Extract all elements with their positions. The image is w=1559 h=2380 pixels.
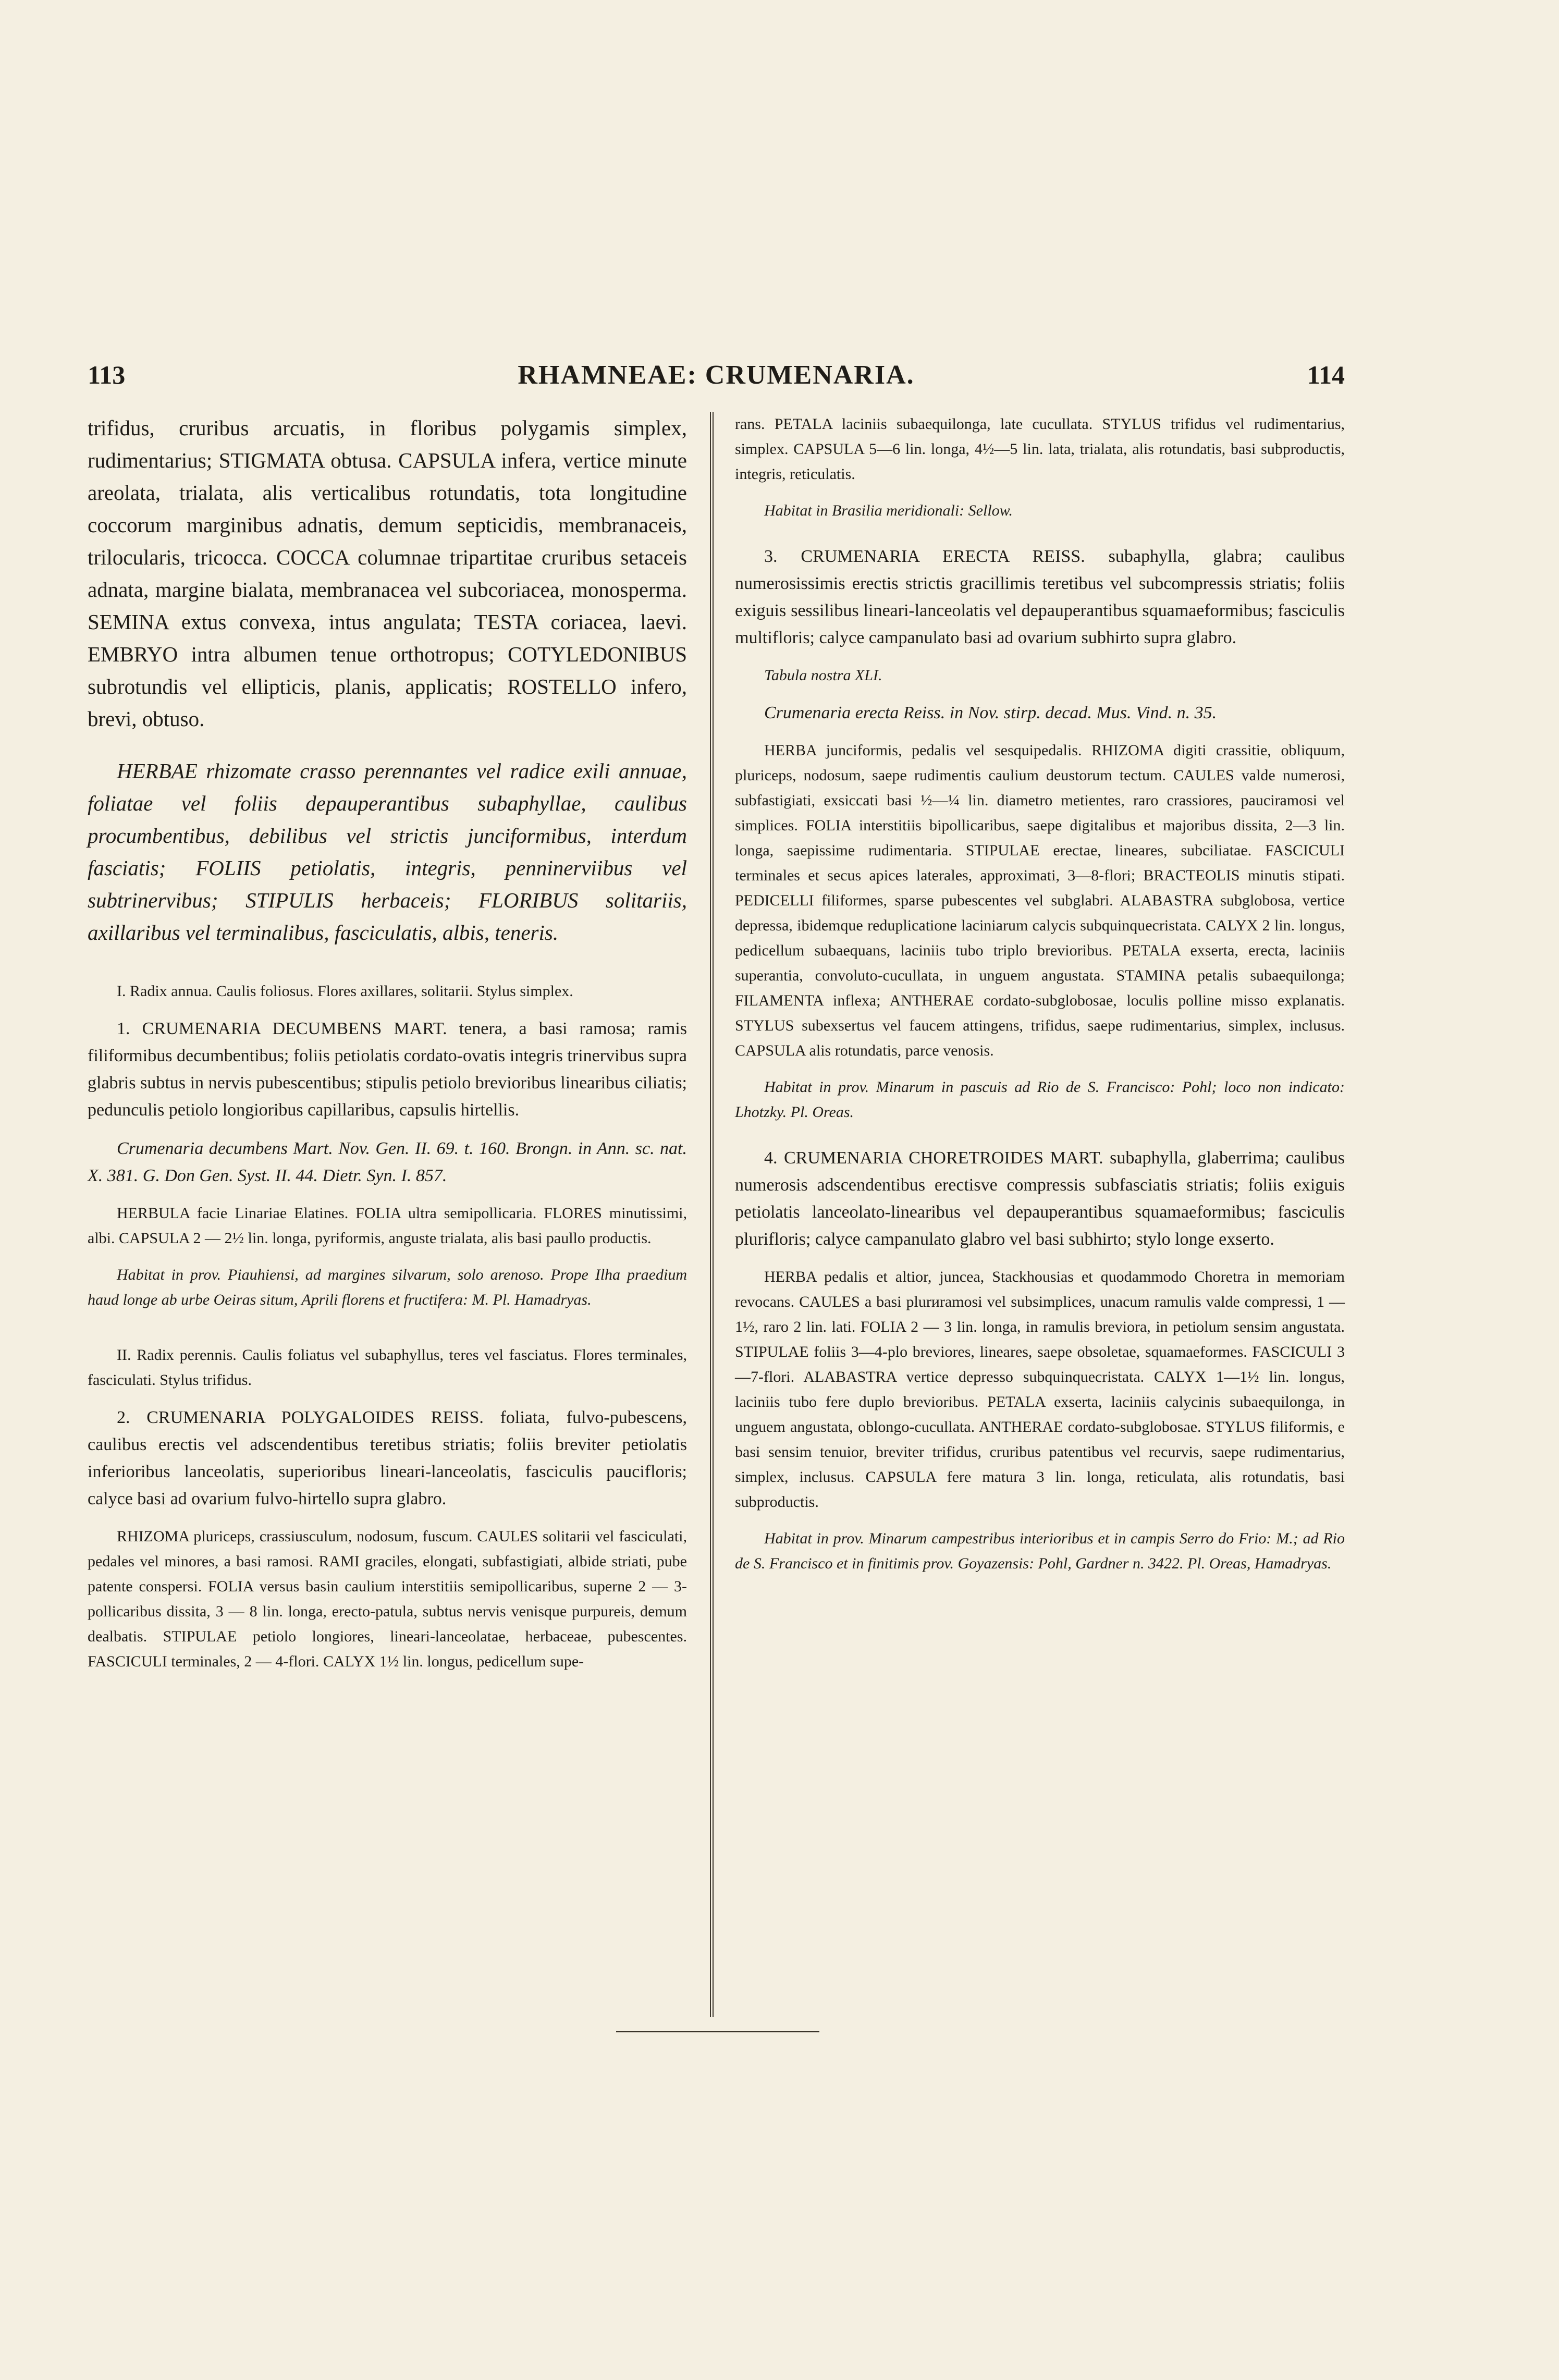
- species-3-habitat: Habitat in prov. Minarum in pascuis ad Rio de S. Francisco: Pohl; loco non indicato: Lhotzky. Pl. Oreas.: [735, 1078, 1345, 1121]
- species-1-synonymy: Crumenaria decumbens Mart. Nov. Gen. II. 69. t. 160. Brongn. in Ann. sc. nat. X. 381. G. Don Gen. Syst. II. 44. Dietr. Syn. I. 857.: [88, 1139, 687, 1185]
- species-1-habitat: Habitat in prov. Piauhiensi, ad margines silvarum, solo arenoso. Prope Ilha praedium haud longe ab urbe Oeiras situm, Aprili florens et fructifera: M. Pl. Hamadryas.: [88, 1266, 687, 1308]
- section-heading-2: II. Radix perennis. Caulis foliatus vel subaphyllus, teres vel fasciatus. Flores terminales, fasciculati. Stylus trifidus.: [88, 1346, 687, 1389]
- species-3-diagnosis: 3. CRUMENARIA ERECTA REISS. subaphylla, glabra; caulibus numerosissimis erectis strictis gracillimis teretibus vel subcompressis striatis; foliis exiguis sessilibus lineari-lanceolatis vel depauperantibus squamaeformibus; fasciculis multifloris; calyce campanulato basi ad ovarium subhirto supra glabro.: [735, 547, 1345, 647]
- habit-summary: HERBAE rhizomate crasso perennantes vel radice exili annuae, foliatae vel foliis depauperantibus subaphyllae, caulibus procumbentibus, debilibus vel strictis junciformibus, interdum fasciatis; FOLIIS petiolatis, integris, penninerviibus vel subtrinervibus; STIPULIS herbaceis; FLORIBUS solitariis, axillaribus vel terminalibus, fasciculatis, albis, teneris.: [88, 759, 687, 944]
- left-page-number: 113: [88, 360, 126, 389]
- right-column: [735, 412, 1345, 1576]
- right-page-number: 114: [1307, 360, 1345, 389]
- section-heading-1: I. Radix annua. Caulis foliosus. Flores axillares, solitarii. Stylus simplex.: [117, 983, 573, 1000]
- species-2-diagnosis: 2. CRUMENARIA POLYGALOIDES REISS. foliata, fulvo-pubescens, caulibus erectis vel adscendentibus teretibus striatis; foliis breviter petiolatis inferioribus lanceolatis, superioribus lineari-lanceolatis, fasciculis paucifloris; calyce basi ad ovarium fulvo-hirtello supra glabro.: [88, 1408, 687, 1508]
- species-4-habitat: Habitat in prov. Minarum campestribus interioribus et in campis Serro do Frio: M.; ad Rio de S. Francisco et in finitimis prov. Goyazensis: Pohl, Gardner n. 3422. Pl. Oreas, Hamadryas.: [735, 1530, 1345, 1572]
- species-2-habitat: Habitat in Brasilia meridionali: Sellow.: [764, 502, 1013, 519]
- bottom-rule: [616, 2031, 819, 2032]
- species-3-synonymy: Crumenaria erecta Reiss. in Nov. stirp. decad. Mus. Vind. n. 35.: [764, 703, 1217, 722]
- species-2-description: RHIZOMA pluriceps, crassiusculum, nodosum, fuscum. CAULES solitarii vel fasciculati, pedales vel minores, a basi ramosi. RAMI graciles, elongati, subfastigiati, albide striati, pube patente conspersi. FOLIA versus basin caulium interstitiis semipollicaribus, superne 2 — 3-pollicaribus dissita, 3 — 8 lin. longa, erecto-patula, subtus nervis venisque purpureis, demum dealbatis. STIPULAE petiolo longiores, lineari-lanceolatae, herbaceae, pubescentes. FASCICULI terminales, 2 — 4-flori. CALYX 1½ lin. longus, pedicellum supe-: [88, 1528, 687, 1670]
- left-column: [88, 412, 687, 1674]
- column-divider: [710, 412, 714, 2017]
- running-title: RHAMNEAE: CRUMENARIA.: [518, 360, 915, 390]
- species-1-description: HERBULA facie Linariae Elatines. FOLIA ultra semipollicaria. FLORES minutissimi, albi. CAPSULA 2 — 2½ lin. longa, pyriformis, anguste trialata, alis basi paullo productis.: [88, 1205, 687, 1247]
- page-header: [88, 360, 1345, 396]
- genus-description: trifidus, cruribus arcuatis, in floribus polygamis simplex, rudimentarius; STIGMATA obtusa. CAPSULA infera, vertice minute areolata, trialata, alis verticalibus rotundatis, tota longitudine coccorum marginibus adnatis, demum septicidis, membranaceis, trilocularis, tricocca. COCCA columnae tripartitae cruribus setaceis adnata, margine bialata, membranacea vel subcoriacea, monosperma. SEMINA extus convexa, intus angulata; TESTA coriacea, laevi. EMBRYO intra albumen tenue orthotropus; COTYLEDONIBUS subrotundis vel ellipticis, planis, applicatis; ROSTELLO infero, brevi, obtuso.: [88, 416, 687, 731]
- species-3-description: HERBA junciformis, pedalis vel sesquipedalis. RHIZOMA digiti crassitie, obliquum, pluriceps, nodosum, saepe rudimentis caulium deustorum tectum. CAULES valde numerosi, subfastigiati, exsiccati basi ½—¼ lin. diametro metientes, raro crassiores, pauciramosi vel simplices. FOLIA interstitiis bipollicaribus, saepe digitalibus et majoribus dissita, 2—3 lin. longa, saepissime rudimentaria. STIPULAE erectae, lineares, subciliatae. FASCICULI terminales et secus apices laterales, approximati, 3—8-flori; BRACTEOLIS minutis stipati. PEDICELLI filiformes, sparse pubescentes vel subglabri. ALABASTRA subglobosa, vertice depressa, ibidemque reduplicatione laciniarum calycis subquinquecristata. CALYX 2 lin. longus, pedicellum subaequans, laciniis tubo triplo brevioribus. PETALA exserta, erecta, laciniis superantia, convoluto-cucullata, in unguem angustata. STAMINA petalis subaequilonga; FILAMENTA inflexa; ANTHERAE cordato-subglobosae, loculis polline misso explanatis. STYLUS subexsertus vel faucem attingens, trifidus, saepe rudimentarius, simplex, inclusus. CAPSULA alis rotundatis, parce venosis.: [735, 742, 1345, 1059]
- species-3-plate-reference: Tabula nostra XLI.: [764, 667, 882, 684]
- species-2-continued: rans. PETALA laciniis subaequilonga, late cucullata. STYLUS trifidus vel rudimentarius, simplex. CAPSULA 5—6 lin. longa, 4½—5 lin. lata, trialata, alis rotundatis, basi subproductis, integris, reticulatis.: [735, 415, 1345, 483]
- species-1-diagnosis: 1. CRUMENARIA DECUMBENS MART. tenera, a basi ramosa; ramis filiformibus decumbentibus; foliis petiolatis cordato-ovatis integris trinervibus supra glabris subtus in nervis pubescentibus; stipulis petiolo brevioribus linearibus ciliatis; pedunculis petiolo longioribus capillaribus, capsulis hirtellis.: [88, 1019, 687, 1120]
- species-4-description: HERBA pedalis et altior, juncea, Stackhousias et quodammodo Choretra in memoriam revocans. CAULES a basi plurиramosi vel subsimplices, unacum ramulis valde compressi, 1 — 1½, raro 2 lin. lati. FOLIA 2 — 3 lin. longa, in ramulis breviora, in petiolum sensim angustata. STIPULAE foliis 3—4-plo breviores, lineares, saepe obsoletae, squamaeformes. FASCICULI 3—7-flori. ALABASTRA vertice depresso subquinquecristata. CALYX 1—1½ lin. longus, laciniis tubo fere duplo brevioribus. PETALA exserta, laciniis calycinis subaequilonga, in unguem angustata, oblongo-cucullata. ANTHERAE cordato-subglobosae. STYLUS filiformis, e basi sensim tenuior, breviter trifidus, cruribus patentibus vel recurvis, saepe rudimentarius, simplex, inclusus. CAPSULA fere matura 3 lin. longa, reticulata, alis rotundatis, basi subproductis.: [735, 1268, 1345, 1511]
- species-4-diagnosis: 4. CRUMENARIA CHORETROIDES MART. subaphylla, glaberrima; caulibus numerosis adscendentibus erectisve compressis subfasciatis striatis; foliis exiguis petiolatis lanceolato-linearibus vel depauperantibus squamaeformibus; fasciculis plurifloris; calyce campanulato glabro vel basi subhirto; stylo longe exserto.: [735, 1148, 1345, 1249]
